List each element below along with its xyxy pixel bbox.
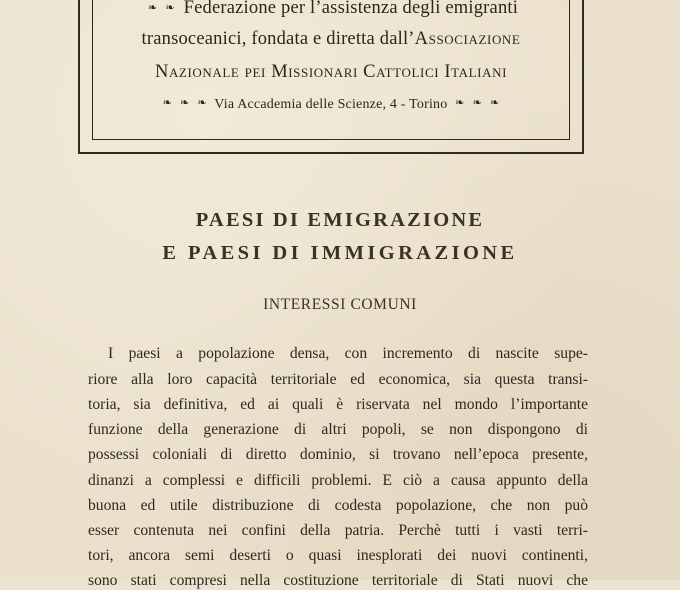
paragraph-line: buona ed utile distribuzione di codesta popolazione, che non può — [88, 497, 588, 514]
header-inner-frame — [92, 0, 570, 140]
header-founded-text: transoceanici, fondata e diretta dall’ — [141, 29, 415, 49]
header-address-text: Via Accademia delle Scienze, 4 - Torino — [214, 97, 448, 112]
paragraph-line: esser contenuta nei confini della patria. Perchè tutti i vasti terri- — [88, 522, 588, 539]
paragraph-line: tori, ancora semi deserti o quasi inesplorati dei nuovi continenti, — [88, 547, 588, 564]
header-frame — [78, 0, 584, 154]
header-association-text: Associazione — [414, 29, 521, 49]
header-line-2 — [93, 29, 569, 50]
fleuron-ornament-icon: ❧ — [162, 97, 172, 109]
paragraph-line: funzione della generazione di altri popoli, se non dispongono di — [88, 421, 588, 438]
header-line-1 — [93, 0, 569, 19]
header-federation-text: Federazione per l’assistenza degli emigranti — [183, 0, 519, 18]
header-line-3 — [93, 62, 569, 83]
paragraph-line: dinanzi a complessi e difficili problemi. E ciò a causa appunto della — [88, 472, 588, 489]
fleuron-ornament-icon: ❧ — [455, 97, 465, 109]
header-address-line — [93, 97, 569, 113]
article-title-line-2: E PAESI DI IMMIGRAZIONE — [162, 242, 518, 264]
fleuron-ornament-icon: ❧ — [489, 97, 500, 109]
paragraph-line: toria, sia definitiva, ed ai quali è riservata nel mondo l’importante — [88, 396, 588, 413]
fleuron-ornament-icon: ❧ — [197, 97, 207, 109]
paragraph-line: riore alla loro capacità territoriale ed economica, sia questa transi- — [88, 371, 588, 388]
paragraph-line: sono stati compresi nella costituzione territoriale di Stati nuovi che — [88, 572, 588, 589]
fleuron-ornament-icon: ❧ — [165, 2, 175, 14]
paragraph-line: possessi coloniali di diretto dominio, si trovano nell’epoca presente, — [88, 446, 588, 463]
article-title-line-1: PAESI DI EMIGRAZIONE — [195, 209, 485, 231]
fleuron-ornament-icon: ❧ — [147, 2, 158, 14]
fleuron-ornament-icon: ❧ — [180, 97, 190, 109]
paragraph-line: I paesi a popolazione densa, con incremento di nascite supe- — [108, 345, 588, 362]
header-association-name: Nazionale pei Missionari Cattolici Italiani — [154, 62, 507, 82]
article-subtitle: INTERESSI COMUNI — [263, 296, 417, 313]
fleuron-ornament-icon: ❧ — [472, 97, 482, 109]
